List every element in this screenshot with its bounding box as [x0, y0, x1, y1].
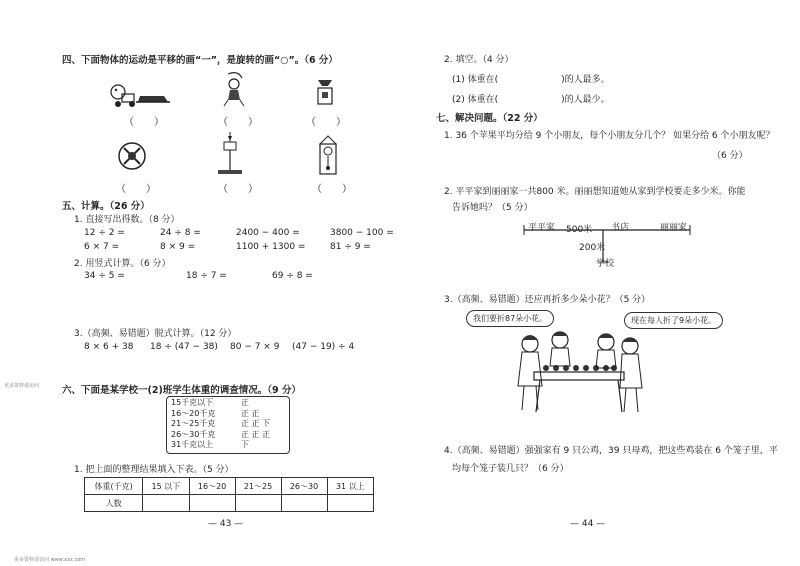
tally-range: 31千克以上 [171, 440, 214, 449]
problem-3: 3.（高频、易错题）还应再折多少朵小花？（5 分） [444, 295, 651, 305]
tally-range: 15千克以下 [171, 398, 214, 407]
table-header-cell: 31 以上 [327, 478, 374, 495]
question-6-2-title: 2. 填空。（4 分） [444, 55, 514, 65]
calc-item: 8 × 9 = [160, 242, 196, 252]
tally-marks: 正 正 下 [241, 419, 271, 428]
calc-item: (47 − 19) ÷ 4 [292, 342, 355, 352]
calc-item: 80 − 7 × 9 [230, 342, 280, 352]
tally-marks: 正 正 [241, 408, 260, 418]
tally-marks: 正 [241, 398, 249, 407]
calc-item: 2400 − 400 = [236, 228, 300, 238]
table-header-cell: 26～30 [281, 478, 327, 495]
footer-note: 更多资料请访问 www.xxx.com [14, 557, 86, 563]
calc-item: 1100 + 1300 = [236, 242, 306, 252]
fill-blank-most[interactable]: (1) 体重在( )的人最多。 [452, 75, 610, 85]
calc-item: 18 ÷ 7 = [186, 271, 227, 281]
question-5-1: 1. 直接写出得数。（8 分） [74, 215, 180, 225]
answer-blank-2[interactable]: （ ） [218, 117, 258, 128]
table-header-cell: 体重(千克) [85, 478, 143, 495]
calc-item: 6 × 7 = [84, 242, 120, 252]
answer-blank-5[interactable]: （ ） [218, 184, 258, 195]
calc-item: 3800 − 100 = [330, 228, 394, 238]
calc-item: 81 ÷ 9 = [330, 242, 371, 252]
problem-4-line1: 4.（高频、易错题）强强家有 9 只公鸡，39 只母鸡，把这些鸡装在 6 个笼子里，平 [444, 446, 778, 456]
answer-blank-1[interactable]: （ ） [124, 117, 164, 128]
section-4-title: 四、下面物体的运动是平移的画“一”，是旋转的画“○”。（6 分） [62, 55, 338, 66]
speech-bubble-right: 现在每人折了9朵小花。 [624, 312, 723, 329]
calc-item: 34 ÷ 5 = [84, 271, 125, 281]
tally-range: 21～25千克 [171, 419, 216, 428]
question-6-1: 1. 把上面的整理结果填入下表。（5 分） [74, 465, 234, 475]
problem-1-score: （6 分） [712, 151, 748, 161]
table-header-cell: 16～20 [189, 478, 235, 495]
problem-4-line2: 均每个笼子装几只？（6 分） [452, 464, 569, 474]
problem-2-line2: 告诉她吗？（5 分） [452, 203, 533, 213]
table-row-label: 人数 [85, 495, 143, 512]
fill-blank-least[interactable]: (2) 体重在( )的人最少。 [452, 95, 610, 105]
speech-bubble-left: 我们要折87朵小花。 [466, 310, 554, 327]
map-distance-200: 200米 [579, 243, 606, 253]
problem-1: 1. 36 个苹果平均分给 9 个小朋友，每个小朋友分几个？ 如果分给 6 个小朋友呢？ [444, 131, 775, 141]
section-5-title: 五、计算。（26 分） [62, 201, 150, 212]
tally-range: 16～20千克 [171, 408, 216, 418]
children-folding-flowers-picture [508, 326, 648, 420]
answer-blank-4[interactable]: （ ） [116, 184, 156, 195]
calc-item: 8 × 6 + 38 [84, 342, 134, 352]
tally-marks: 正 正 正 [241, 429, 271, 439]
calc-item: 24 ÷ 8 = [160, 228, 201, 238]
section-6-title: 六、下面是某学校一(2)班学生体重的调查情况。（9 分） [62, 385, 301, 396]
tally-range: 26～30千克 [171, 429, 216, 439]
map-label-lili: 丽丽家 [660, 223, 688, 233]
calc-item: 18 ÷ (47 − 38) [150, 342, 218, 352]
question-5-3: 3.（高频、易错题）脱式计算。（12 分） [74, 329, 237, 339]
map-label-pingping: 平平家 [528, 223, 556, 233]
calc-item: 12 ÷ 2 = [84, 228, 125, 238]
problem-2-line1: 2. 平平家到丽丽家一共800 米。丽丽想知道她从家到学校要走多少米。你能 [444, 187, 746, 197]
table-header-cell: 21～25 [235, 478, 281, 495]
answer-blank-6[interactable]: （ ） [312, 184, 352, 195]
page-number-right: — 44 — [570, 519, 606, 529]
calc-item: 69 ÷ 8 = [272, 271, 313, 281]
page-number-left: — 43 — [208, 519, 244, 529]
section-7-title: 七、解决问题。（22 分） [436, 113, 543, 124]
tally-marks: 下 [241, 440, 249, 449]
map-distance-500: 500米 [566, 225, 593, 235]
map-label-bookstore: 书店 [611, 223, 630, 233]
answer-blank-3[interactable]: （ ） [306, 117, 346, 128]
question-5-2: 2. 用竖式计算。（6 分） [74, 259, 171, 269]
margin-note: 更多资料请访问 [4, 383, 40, 389]
map-label-school: 学校 [596, 259, 615, 269]
table-header-cell: 15 以下 [143, 478, 189, 495]
